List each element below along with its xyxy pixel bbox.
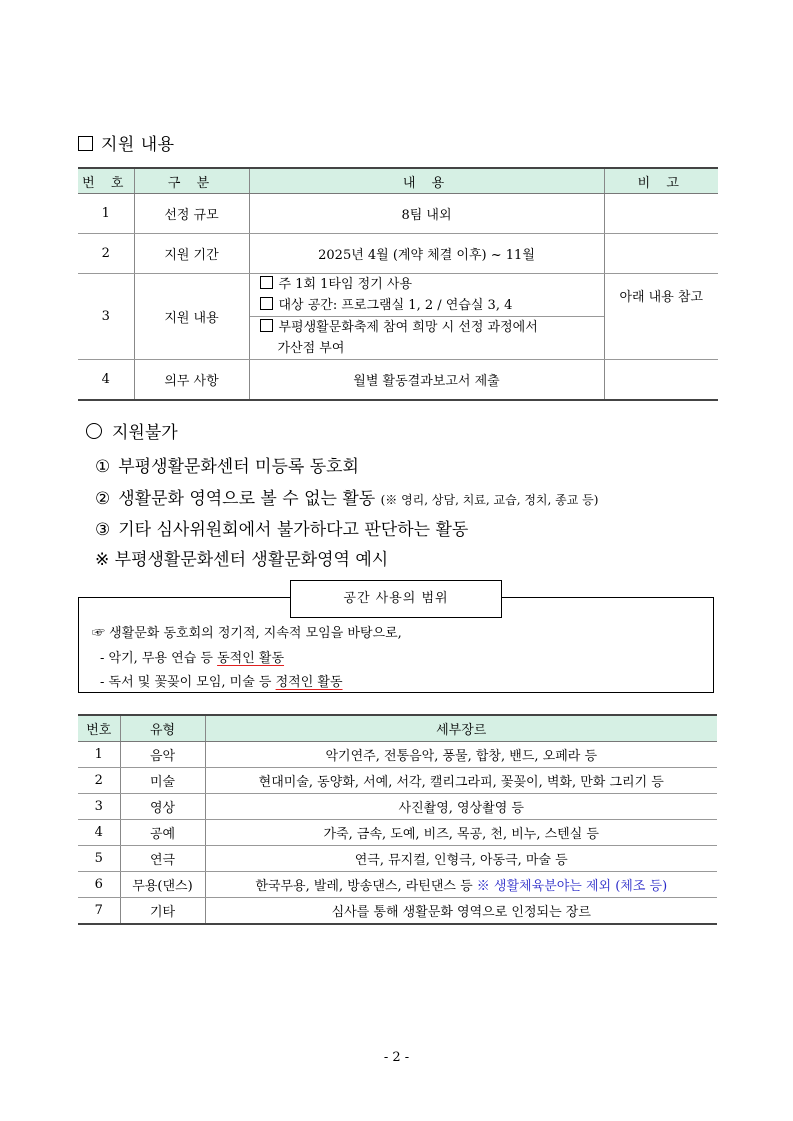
scope-line: - 악기, 무용 연습 등 동적인 활동: [100, 651, 285, 666]
row-number: 1: [78, 194, 134, 234]
row-number: 7: [78, 898, 120, 925]
row-content: [249, 274, 604, 360]
header-cell: 번호: [78, 715, 120, 742]
list-item: 주 1회 1타임 정기 사용: [250, 274, 604, 295]
row-number: 5: [78, 846, 120, 872]
table-row: [78, 794, 717, 820]
row-detail: 악기연주, 전통음악, 풍물, 합창, 밴드, 오페라 등: [205, 742, 717, 768]
header-cell: 번 호: [78, 168, 134, 194]
table-row: [78, 898, 717, 925]
row-content: 8팀 내외: [249, 194, 604, 234]
example-title: ※ 부평생활문화센터 생활문화영역 예시: [95, 550, 389, 570]
checkbox-square-icon: [260, 276, 273, 289]
unavailable-item: ③ 기타 심사위원회에서 불가하다고 판단하는 활동: [95, 520, 469, 540]
header-cell: 유형: [120, 715, 205, 742]
scope-line: ☞ 생활문화 동호회의 정기적, 지속적 모임을 바탕으로,: [92, 626, 402, 641]
row-note: [604, 360, 718, 400]
row-number: 2: [78, 234, 134, 274]
header-cell: 내 용: [249, 168, 604, 194]
table-row: [78, 872, 717, 898]
row-detail: 사진촬영, 영상촬영 등: [205, 794, 717, 820]
list-item: 부평생활문화축제 참여 희망 시 선정 과정에서: [250, 316, 604, 338]
unavailable-title: 지원불가: [86, 418, 178, 443]
row-number: 3: [78, 274, 134, 360]
list-item: 대상 공간: 프로그램실 1, 2 / 연습실 3, 4: [250, 295, 604, 316]
header-cell: 세부장르: [205, 715, 717, 742]
row-note: 아래 내용 참고: [604, 274, 718, 360]
section-title: 지원 내용: [78, 130, 175, 155]
table-row: [78, 820, 717, 846]
unavailable-item-note: (※ 영리, 상담, 치료, 교습, 정치, 종교 등): [380, 493, 599, 507]
table-row: [78, 768, 717, 794]
row-category: 지원 내용: [134, 274, 249, 360]
genre-table: [78, 714, 717, 925]
row-type: 음악: [120, 742, 205, 768]
row-category: 지원 기간: [134, 234, 249, 274]
list-item-continuation: 가산점 부여: [277, 341, 345, 356]
row-number: 1: [78, 742, 120, 768]
row-type: 연극: [120, 846, 205, 872]
table-row: [78, 742, 717, 768]
unavailable-item: ② 생활문화 영역으로 볼 수 없는 활동 (※ 영리, 상담, 치료, 교습, 정치, 종교 등): [95, 489, 599, 509]
row-type: 무용(댄스): [120, 872, 205, 898]
header-cell: 비 고: [604, 168, 718, 194]
header-cell: 구 분: [134, 168, 249, 194]
checkbox-square-icon: [78, 136, 93, 151]
row-detail: 가죽, 금속, 도예, 비즈, 목공, 천, 비누, 스텐실 등: [205, 820, 717, 846]
row-number: 4: [78, 820, 120, 846]
row-type: 영상: [120, 794, 205, 820]
checkbox-square-icon: [260, 297, 273, 310]
underlined-text: 정적인 활동: [275, 675, 343, 690]
circle-bullet-icon: [86, 423, 102, 439]
row-detail: 연극, 뮤지컬, 인형극, 아동극, 마술 등: [205, 846, 717, 872]
row-note: [604, 194, 718, 234]
table-row: [78, 234, 718, 274]
row-content: 월별 활동결과보고서 제출: [249, 360, 604, 400]
table-header-row: [78, 168, 718, 194]
table-row: [78, 846, 717, 872]
row-category: 선정 규모: [134, 194, 249, 234]
scope-line: - 독서 및 꽃꽂이 모임, 미술 등 정적인 활동: [100, 675, 343, 690]
table-header-row: [78, 715, 717, 742]
table-row: [78, 194, 718, 234]
row-note: [604, 234, 718, 274]
table-row: [78, 360, 718, 400]
row-number: 2: [78, 768, 120, 794]
row-type: 기타: [120, 898, 205, 925]
row-extra-note: ※ 생활체육분야는 제외 (체조 등): [476, 879, 668, 894]
row-type: 미술: [120, 768, 205, 794]
scope-box-title: 공간 사용의 범위: [290, 580, 502, 618]
row-type: 공예: [120, 820, 205, 846]
row-content: 2025년 4월 (계약 체결 이후) ~ 11월: [249, 234, 604, 274]
row-detail: 현대미술, 동양화, 서예, 서각, 캘리그라피, 꽃꽂이, 벽화, 만화 그리기 등: [205, 768, 717, 794]
row-detail: 한국무용, 발레, 방송댄스, 라틴댄스 등 ※ 생활체육분야는 제외 (체조 등): [205, 872, 717, 898]
unavailable-item: ① 부평생활문화센터 미등록 동호회: [95, 457, 359, 477]
row-category: 의무 사항: [134, 360, 249, 400]
row-detail: 심사를 통해 생활문화 영역으로 인정되는 장르: [205, 898, 717, 925]
support-table: [78, 167, 718, 401]
checkbox-square-icon: [260, 319, 273, 332]
row-number: 6: [78, 872, 120, 898]
underlined-text: 동적인 활동: [217, 651, 285, 666]
row-number: 3: [78, 794, 120, 820]
row-number: 4: [78, 360, 134, 400]
table-row: [78, 274, 718, 360]
page-number: - 2 -: [383, 1050, 410, 1065]
